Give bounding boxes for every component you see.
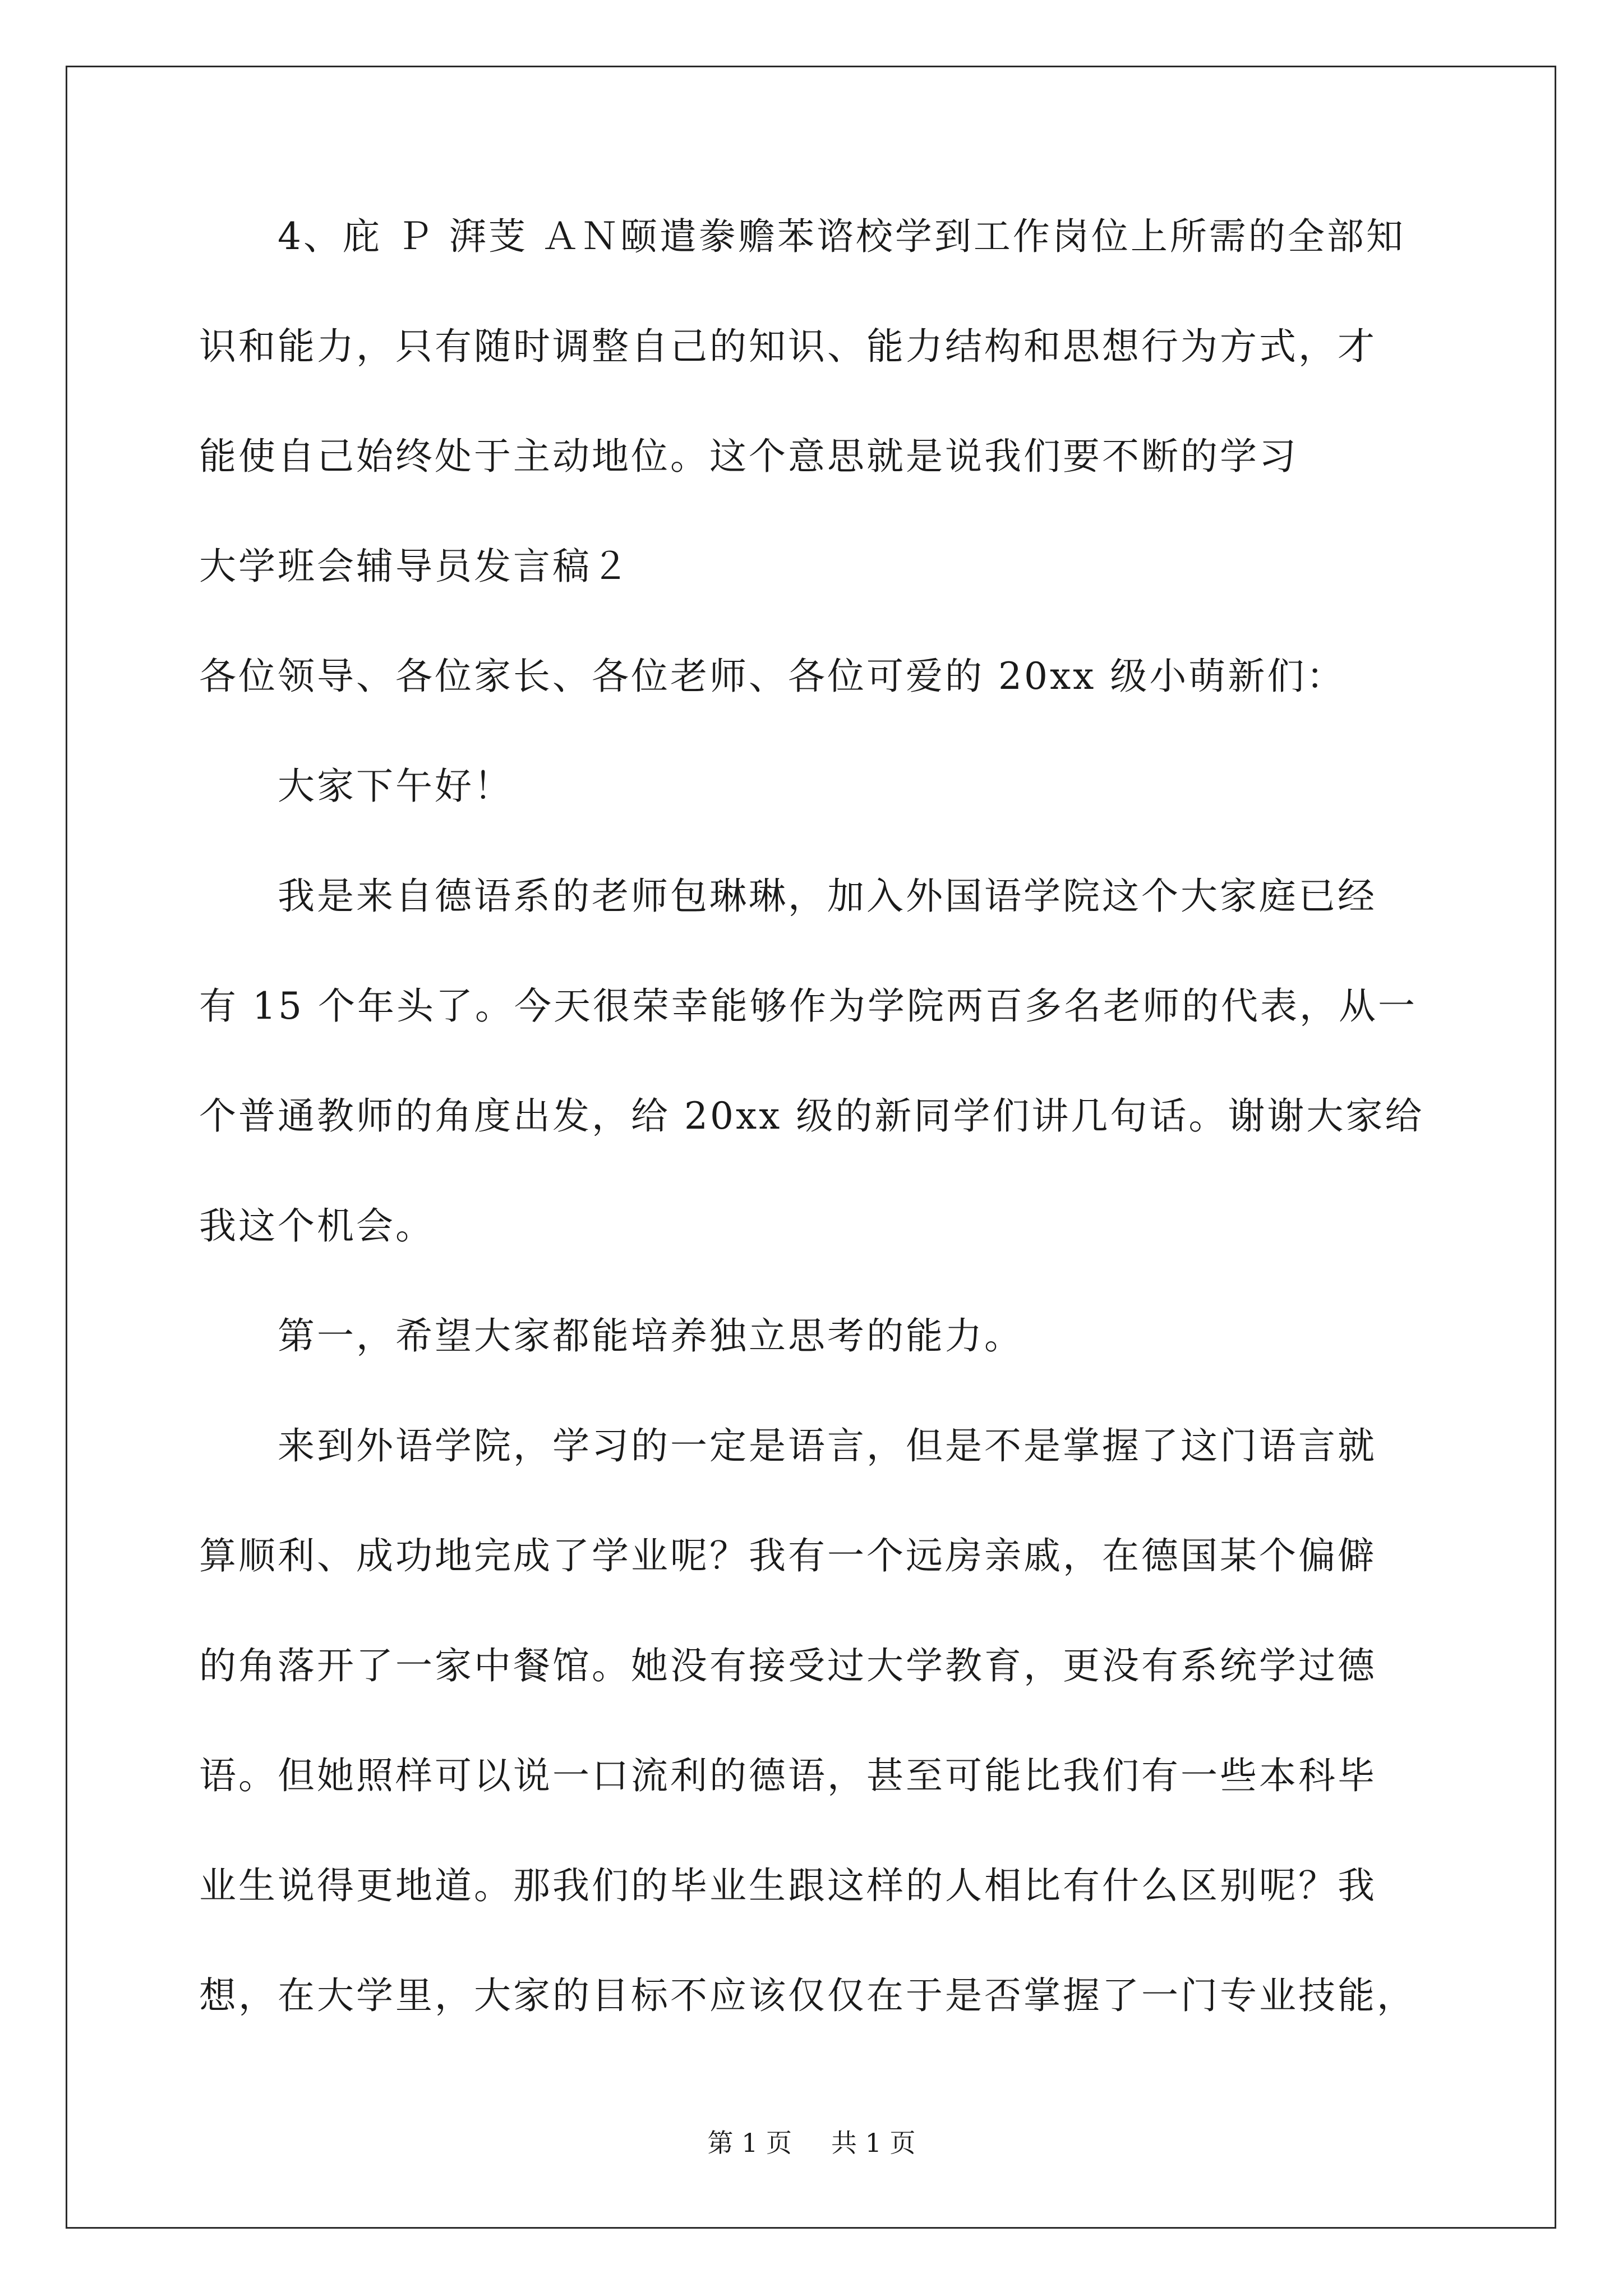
paragraph-line: 业生说得更地道。那我们的毕业生跟这样的人相比有什么区别呢？我 xyxy=(199,1864,1377,1907)
paragraph-line: 识和能力，只有随时调整自己的知识、能力结构和思想行为方式，才 xyxy=(199,325,1377,368)
greeting: 大家下午好！ xyxy=(278,765,513,808)
paragraph-line: 第一，希望大家都能培养独立思考的能力。 xyxy=(278,1314,1023,1358)
paragraph-line: 有 15 个年头了。今天很荣幸能够作为学院两百多名老师的代表，从一 xyxy=(199,984,1417,1028)
paragraph-line: 个普通教师的角度出发，给 20xx 级的新同学们讲几句话。谢谢大家给 xyxy=(199,1094,1424,1138)
salutation: 各位领导、各位家长、各位老师、各位可爱的 20xx 级小萌新们： xyxy=(199,655,1346,698)
paragraph-line: 能使自己始终处于主动地位。这个意思就是说我们要不断的学习 xyxy=(199,435,1298,478)
paragraph-line: 想，在大学里，大家的目标不应该仅仅在于是否掌握了一门专业技能， xyxy=(199,1974,1416,2017)
paragraph-line: 我这个机会。 xyxy=(199,1204,435,1248)
page-number: 第 1 页 xyxy=(707,2128,792,2158)
page-footer xyxy=(0,2127,1623,2159)
section-heading: 大学班会辅导员发言稿２ xyxy=(199,545,631,588)
paragraph-line: 我是来自德语系的老师包琳琳，加入外国语学院这个大家庭已经 xyxy=(278,875,1377,918)
paragraph-line: 语。但她照样可以说一口流利的德语，甚至可能比我们有一些本科毕 xyxy=(199,1754,1377,1797)
paragraph-line: 来到外语学院，学习的一定是语言，但是不是掌握了这门语言就 xyxy=(278,1424,1377,1467)
paragraph-line: 的角落开了一家中餐馆。她没有接受过大学教育，更没有系统学过德 xyxy=(199,1644,1377,1687)
paragraph-line: 算顺利、成功地完成了学业呢？我有一个远房亲戚，在德国某个偏僻 xyxy=(199,1534,1377,1577)
page-total: 共 1 页 xyxy=(831,2128,916,2158)
paragraph-line: 4、庇 Ｐ 湃芰 ＡＮ颐遣豢赡苯谘校学到工作岗位上所需的全部知 xyxy=(278,215,1405,258)
